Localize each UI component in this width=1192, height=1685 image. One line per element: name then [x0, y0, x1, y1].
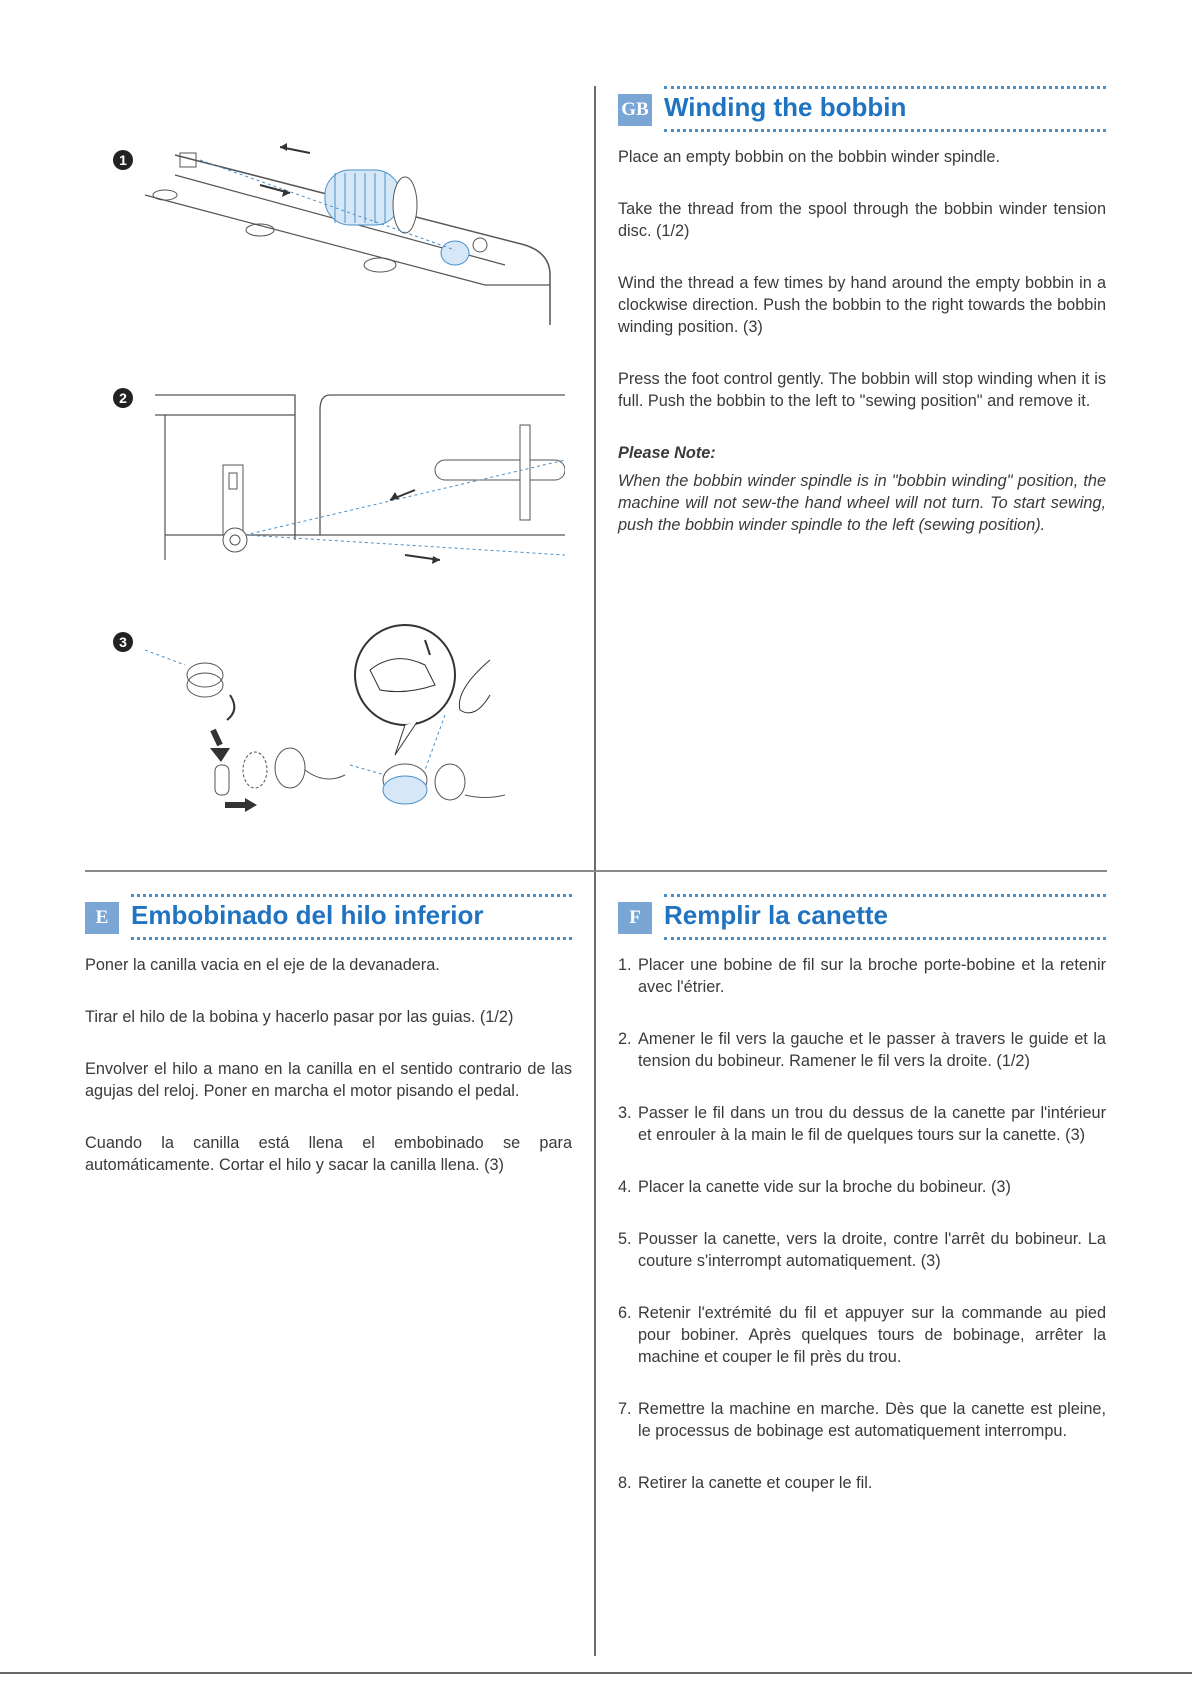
step-num: 8.: [618, 1474, 632, 1492]
paragraph: Press the foot control gently. The bobbin will stop winding when it is full. Push the bobbin to the left to "sewing position" and remove it.: [618, 370, 1106, 410]
list-item: [618, 954, 1106, 998]
note-text: When the bobbin winder spindle is in "bobbin winding" position, the machine will not sew-the hand wheel will not turn. To start sewing, push the bobbin winder spindle to the left (sewing position).: [618, 472, 1106, 534]
step-num: 7.: [618, 1400, 632, 1418]
step-text: Pousser la canette, vers la droite, contre l'arrêt du bobineur. La couture s'interrompt automatiquement. (3): [638, 1230, 1106, 1270]
page-bottom-rule: [0, 1672, 1192, 1674]
steps-list: [618, 954, 1106, 1494]
step-num: 4.: [618, 1178, 632, 1196]
list-item: [618, 1472, 1106, 1494]
section-body: [618, 146, 1106, 536]
language-badge: GB: [618, 94, 652, 126]
paragraph: Envolver el hilo a mano en la canilla en el sentido contrario de las agujas del reloj. Poner en marcha el motor pisando el pedal.: [85, 1060, 572, 1100]
paragraph: Wind the thread a few times by hand around the empty bobbin in a clockwise direction. Push the bobbin to the right towards the bobbin winding position. (3): [618, 274, 1106, 336]
dotted-rule-bottom: [664, 129, 1106, 132]
illustration-step-3: [105, 620, 565, 820]
bobbin-placement-drawing: [105, 620, 565, 820]
step-num: 1.: [618, 956, 632, 974]
note-title: Please Note:: [618, 444, 716, 462]
step-num: 5.: [618, 1230, 632, 1248]
language-badge: F: [618, 902, 652, 934]
step-text: Retirer la canette et couper le fil.: [638, 1474, 873, 1492]
step-text: Placer une bobine de fil sur la broche porte-bobine et la retenir avec l'étrier.: [638, 956, 1106, 996]
paragraph: Cuando la canilla está llena el embobinado se para automáticamente. Cortar el hilo y sacar la canilla llena. (3): [85, 1134, 572, 1174]
paragraph: Place an empty bobbin on the bobbin winder spindle.: [618, 148, 1000, 166]
bobbin-winder-drawing: [105, 135, 565, 345]
list-item: [618, 1398, 1106, 1442]
language-badge: E: [85, 902, 119, 934]
step-number-1: 1: [113, 150, 133, 170]
step-number-2: 2: [113, 388, 133, 408]
step-text: Remettre la machine en marche. Dès que la canette est pleine, le processus de bobinage est automatiquement interrompu.: [638, 1400, 1106, 1440]
list-item: [618, 1228, 1106, 1272]
section-french: [618, 894, 1106, 1524]
section-body: [85, 954, 572, 1176]
list-item: [618, 1028, 1106, 1072]
illustration-step-2: [105, 385, 565, 565]
step-num: 2.: [618, 1030, 632, 1048]
section-body: [618, 954, 1106, 1494]
paragraph: Tirar el hilo de la bobina y hacerlo pasar por las guias. (1/2): [85, 1008, 514, 1026]
section-english: [618, 86, 1106, 566]
section-header: [618, 894, 1106, 940]
step-num: 3.: [618, 1104, 632, 1122]
list-item: [618, 1176, 1106, 1198]
section-header: [618, 86, 1106, 132]
section-divider: [85, 870, 1107, 872]
step-text: Retenir l'extrémité du fil et appuyer sur la commande au pied pour bobiner. Après quelques tours de bobinage, arrêter la machine et couper le fil près du trou.: [638, 1304, 1106, 1366]
step-text: Placer la canette vide sur la broche du bobineur. (3): [638, 1178, 1011, 1196]
section-header: [85, 894, 572, 940]
dotted-rule-top: [131, 894, 572, 897]
step-number-3: 3: [113, 632, 133, 652]
dotted-rule-bottom: [664, 937, 1106, 940]
paragraph: Poner la canilla vacia en el eje de la devanadera.: [85, 956, 440, 974]
list-item: [618, 1102, 1106, 1146]
illustration-step-1: [105, 135, 565, 345]
list-item: [618, 1302, 1106, 1368]
dotted-rule-top: [664, 894, 1106, 897]
dotted-rule-top: [664, 86, 1106, 89]
thread-guide-drawing: [105, 385, 565, 565]
section-title: Remplir la canette: [664, 900, 888, 930]
step-text: Passer le fil dans un trou du dessus de la canette par l'intérieur et enrouler à la main le fil de quelques tours sur la canette. (3): [638, 1104, 1106, 1144]
section-title: Embobinado del hilo inferior: [131, 900, 484, 930]
section-title: Winding the bobbin: [664, 92, 907, 122]
paragraph: Take the thread from the spool through the bobbin winder tension disc. (1/2): [618, 200, 1106, 240]
step-num: 6.: [618, 1304, 632, 1322]
step-text: Amener le fil vers la gauche et le passer à travers le guide et la tension du bobineur. Ramener le fil vers la droite. (1/2): [638, 1030, 1106, 1070]
section-spanish: [85, 894, 572, 1206]
dotted-rule-bottom: [131, 937, 572, 940]
